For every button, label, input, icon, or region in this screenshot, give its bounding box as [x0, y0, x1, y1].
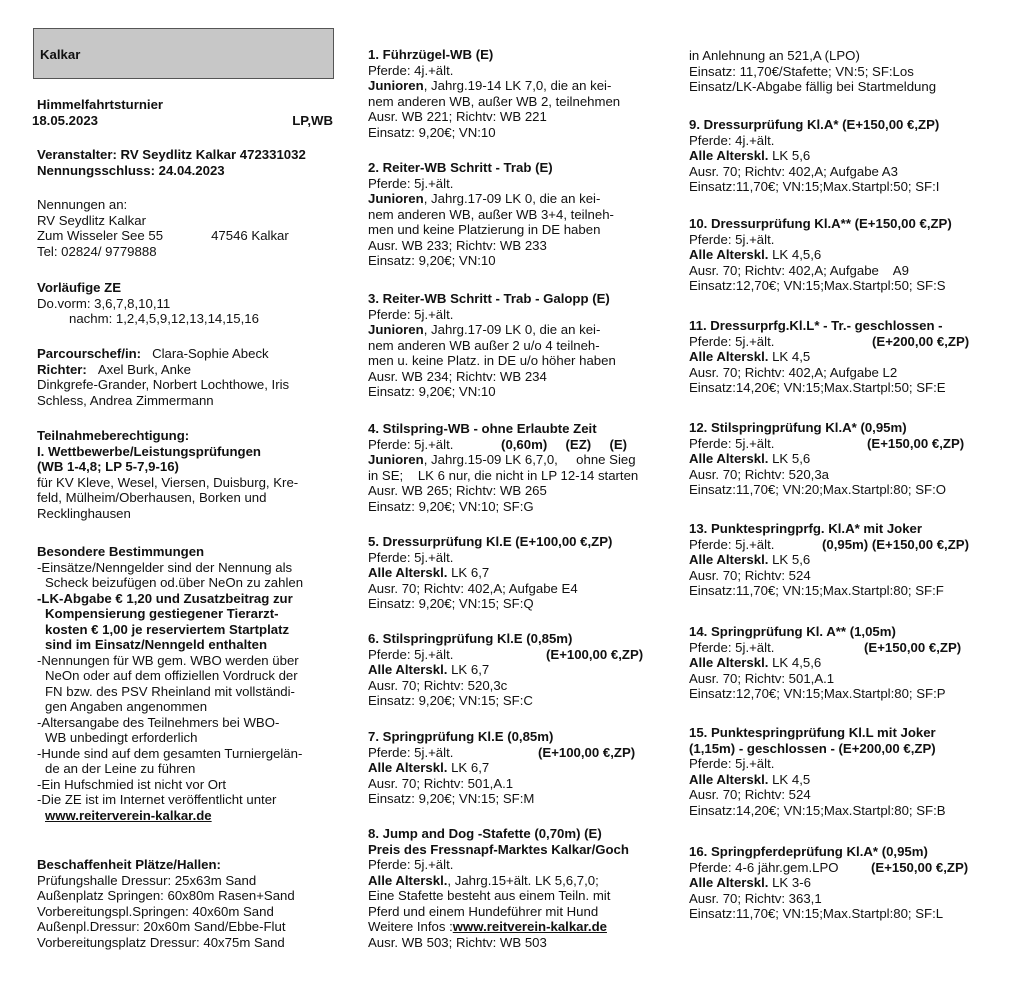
venue-line: Prüfungshalle Dressur: 25x63m Sand: [37, 872, 257, 888]
competition-rider-more: Pferd und einem Hundeführer mit Hund: [368, 903, 599, 919]
event-date: 18.05.2023: [32, 112, 99, 128]
eligibility-sub2: (WB 1-4,8; LP 5-7,9-16): [37, 459, 179, 474]
competition-fee: Einsatz:11,70€; VN:20;Max.Startpl:80; SF:O: [689, 482, 947, 497]
competition-ausr: Ausr. 70; Richtv: 524: [689, 567, 811, 583]
venues-block: [37, 857, 337, 950]
special-bold-line: sind im Einsatz/Nenngeld enthalten: [45, 637, 268, 652]
competition-horses: Pferde: 4j.+ält.: [368, 62, 454, 78]
competition-rider-group: Alle Alterskl.: [689, 247, 769, 262]
competition-fee: Einsatz: 9,20€; VN:10; SF:G: [368, 498, 534, 514]
competition-rider-text: , Jahrg.17-09 LK 0, die an kei-: [423, 191, 601, 206]
special-line: FN bzw. des PSV Rheinland mit vollständi-: [45, 683, 295, 699]
special-line: -Hunde sind auf dem gesamten Turniergelän-: [37, 745, 303, 761]
competition-rider-text: LK 5,6: [768, 552, 811, 567]
competition-rider-group: Alle Alterskl.: [689, 552, 769, 567]
competition-11: [689, 318, 999, 396]
competition-horses: Pferde: 4-6 jähr.gem.LPO: [689, 859, 839, 875]
special-line: -Nennungen für WB gem. WBO werden über: [37, 652, 299, 668]
competition-rider-group: Junioren: [368, 322, 424, 337]
competition-12: [689, 420, 999, 498]
competition-horses-extra: (E+150,00 €,ZP): [867, 435, 965, 451]
competition-rider-text: LK 6,7: [447, 565, 490, 580]
entries-label: Nennungen an:: [37, 197, 128, 212]
special-line: NeOn oder auf dem offiziellen Vordruck der: [45, 668, 298, 683]
schedule-afternoon: nachm: 1,2,4,5,9,12,13,14,15,16: [69, 311, 259, 326]
competition-title: 3. Reiter-WB Schritt - Trab - Galopp (E): [368, 291, 610, 306]
schedule-block: [37, 280, 337, 327]
competition-cont: Einsatz: 11,70€/Stafette; VN:5; SF:Los: [689, 63, 914, 79]
competition-horses-extra: (E+150,00 €,ZP): [871, 859, 969, 875]
competition-fee: Einsatz: 9,20€; VN:10: [368, 384, 496, 399]
special-line: de an der Leine zu führen: [45, 761, 196, 776]
competition-title: 16. Springpferdeprüfung Kl.A* (0,95m): [689, 844, 928, 859]
organizer: Veranstalter: RV Seydlitz Kalkar 472331032: [37, 147, 306, 162]
competition-rider-group: Alle Alterskl.: [689, 771, 769, 787]
entries-address: Zum Wisseler See 55 47546 Kalkar: [37, 228, 289, 243]
competition-title: 9. Dressurprüfung Kl.A* (E+150,00 €,ZP): [689, 117, 940, 132]
organizer-block: [37, 147, 337, 178]
special-line: -Ein Hufschmied ist nicht vor Ort: [37, 776, 227, 792]
competition-rider-group: Alle Alterskl.: [689, 148, 769, 163]
competition-fee: Einsatz:14,20€; VN:15;Max.Startpl:50; SF:E: [689, 380, 946, 395]
competition-rider-more: nem anderen WB, außer WB 2, teilnehmen: [368, 93, 621, 109]
competition-fee: Einsatz: 9,20€; VN:10: [368, 124, 496, 140]
competition-rider-more: Eine Stafette besteht aus einem Teiln. mit: [368, 888, 611, 903]
competition-rider-text: LK 5,6: [768, 148, 811, 163]
competition-horses: Pferde: 5j.+ält.: [368, 306, 454, 322]
competition-info-link[interactable]: www.reitverein-kalkar.de: [452, 919, 607, 934]
competition-fee: Einsatz: 9,20€; VN:10: [368, 253, 496, 268]
competition-title: 4. Stilspring-WB - ohne Erlaubte Zeit: [368, 421, 597, 436]
competition-15: [689, 725, 999, 818]
competition-14: [689, 624, 999, 702]
competition-horses: Pferde: 5j.+ält.: [689, 333, 775, 349]
competition-rider-more: in SE; LK 6 nur, die nicht in LP 12-14 starten: [368, 467, 639, 483]
competition-horses-extra: (E+100,00 €,ZP): [546, 646, 644, 662]
venue-line: Außenplatz Springen: 60x80m Rasen+Sand: [37, 888, 295, 903]
header-box: [33, 28, 334, 79]
schedule-morning: Do.vorm: 3,6,7,8,10,11: [37, 295, 171, 311]
competition-rider-text: , Jahrg.15-09 LK 6,7,0, ohne Sieg: [423, 452, 636, 467]
competition-title: 13. Punktespringprfg. Kl.A* mit Joker: [689, 521, 923, 536]
competition-horses: Pferde: 4j.+ält.: [689, 132, 775, 148]
competition-horses: Pferde: 5j.+ält.: [368, 857, 454, 872]
venue-line: Außenpl.Dressur: 20x60m Sand/Ebbe-Flut: [37, 919, 286, 934]
competition-horses-extra: (E+200,00 €,ZP): [872, 333, 970, 349]
competition-rider-text: LK 4,5: [768, 771, 811, 787]
competition-horses: Pferde: 5j.+ält.: [368, 646, 454, 662]
special-line: -Einsätze/Nenngelder sind der Nennung als: [37, 559, 293, 575]
competition-10: [689, 216, 999, 294]
competition-rider-group: Alle Alterskl.: [368, 565, 448, 580]
event-block: [32, 97, 337, 128]
competition-2: [368, 160, 668, 269]
entries-tel: Tel: 02824/ 9779888: [37, 243, 157, 259]
competition-ausr: Ausr. WB 221; Richtv: WB 221: [368, 109, 547, 124]
competition-rider-text: LK 6,7: [447, 662, 490, 677]
competition-rider-text: LK 4,5,6: [768, 655, 822, 670]
competition-horses: Pferde: 5j.+ält.: [689, 435, 775, 451]
competition-rider-text: LK 6,7: [447, 760, 490, 775]
competition-ausr: Ausr. 70; Richtv: 402,A; Aufgabe L2: [689, 364, 898, 380]
website-link[interactable]: www.reiterverein-kalkar.de: [45, 807, 212, 823]
competition-3: [368, 291, 668, 400]
competition-ausr: Ausr. WB 234; Richtv: WB 234: [368, 368, 547, 384]
special-line: Scheck beizufügen od.über NeOn zu zahlen: [45, 575, 304, 590]
eligibility-l3: Recklinghausen: [37, 505, 131, 521]
competition-ausr: Ausr. 70; Richtv: 363,1: [689, 890, 822, 906]
competition-rider-text: , Jahrg.19-14 LK 7,0, die an kei-: [423, 78, 612, 93]
competition-ausr: Ausr. 70; Richtv: 402,A; Aufgabe E4: [368, 580, 578, 596]
competition-horses: Pferde: 5j.+ält.: [689, 639, 775, 655]
competition-rider-text: LK 5,6: [768, 451, 811, 466]
competition-fee: Einsatz:11,70€; VN:15;Max.Startpl:80; SF:F: [689, 583, 944, 598]
competition-fee: Einsatz:12,70€; VN:15;Max.Startpl:80; SF:P: [689, 686, 946, 701]
competition-title: 1. Führzügel-WB (E): [368, 47, 494, 62]
competition-ausr: Ausr. 70; Richtv: 520,3c: [368, 677, 508, 693]
competition-rider-group: Alle Alterskl.: [689, 655, 769, 670]
competition-ausr: Ausr. WB 265; Richtv: WB 265: [368, 483, 547, 498]
competition-rider-text: LK 4,5,6: [768, 247, 822, 262]
competition-cont: in Anlehnung an 521,A (LPO): [689, 48, 860, 63]
judges-2: Dinkgrefe-Grander, Norbert Lochthowe, Iris: [37, 377, 290, 392]
competition-rider-more: nem anderen WB außer 2 u/o 4 teilneh-: [368, 337, 600, 353]
competition-horses: Pferde: 5j.+ält.: [689, 536, 775, 552]
competition-horses-extra: (0,95m) (E+150,00 €,ZP): [822, 536, 969, 552]
competition-title: 5. Dressurprüfung Kl.E (E+100,00 €,ZP): [368, 534, 613, 549]
competition-ausr: Ausr. 70; Richtv: 501,A.1: [689, 670, 835, 686]
event-name: Himmelfahrtsturnier: [37, 97, 164, 112]
eligibility-title: Teilnahmeberechtigung:: [37, 428, 190, 443]
competition-rider-group: Junioren: [368, 78, 424, 93]
competition-horses: Pferde: 5j.+ält.: [368, 436, 454, 452]
competition-fee: Einsatz:11,70€; VN:15;Max.Startpl:80; SF:L: [689, 906, 944, 921]
competition-8: [368, 826, 668, 950]
special-line: -Die ZE ist im Internet veröffentlicht unter: [37, 792, 277, 807]
competition-rider-group: Alle Alterskl.: [689, 349, 769, 364]
competition-ausr: Ausr. 70; Richtv: 524: [689, 787, 811, 802]
competition-ausr: Ausr. 70; Richtv: 501,A.1: [368, 775, 514, 791]
competition-7: [368, 729, 668, 807]
entries-block: [37, 197, 337, 259]
competition-ausr: Ausr. WB 233; Richtv: WB 233: [368, 237, 547, 253]
competition-ausr: Ausr. 70; Richtv: 402,A; Aufgabe A3: [689, 163, 898, 179]
competition-rider-group: Alle Alterskl.: [368, 760, 448, 775]
competition-rider-group: Alle Alterskl.: [689, 451, 769, 466]
competition-title: 12. Stilspringprüfung Kl.A* (0,95m): [689, 420, 907, 435]
venue-line: Vorbereitungsplatz Dressur: 40x75m Sand: [37, 934, 285, 950]
competition-title: 14. Springprüfung Kl. A** (1,05m): [689, 624, 896, 639]
eligibility-sub1: I. Wettbewerbe/Leistungsprüfungen: [37, 443, 261, 459]
venue-line: Vorbereitungspl.Springen: 40x60m Sand: [37, 903, 274, 919]
special-title: Besondere Bestimmungen: [37, 544, 205, 559]
competition-horses-extra: (E+150,00 €,ZP): [864, 639, 962, 655]
special-bold-line: Kompensierung gestiegener Tierarzt-: [45, 606, 279, 621]
competition-title: 6. Stilspringprüfung Kl.E (0,85m): [368, 631, 573, 646]
competition-rider-group: Alle Alterskl.: [368, 872, 448, 888]
eligibility-l2: feld, Mülheim/Oberhausen, Borken und: [37, 490, 267, 505]
competition-rider-text: LK 4,5: [768, 349, 811, 364]
place-title: Kalkar: [40, 47, 81, 62]
competition-horses: Pferde: 5j.+ält.: [368, 549, 454, 565]
competition-title-2: Preis des Fressnapf-Marktes Kalkar/Goch: [368, 841, 629, 857]
competition-fee: Einsatz: 9,20€; VN:15; SF:M: [368, 791, 535, 806]
course-label: Parcourschef/in:: [37, 346, 142, 361]
competition-rider-more: men und keine Platzierung in DE haben: [368, 222, 601, 237]
competition-rider-text: LK 3-6: [768, 875, 811, 890]
event-type: LP,WB: [292, 112, 333, 128]
competition-title: 2. Reiter-WB Schritt - Trab (E): [368, 160, 553, 175]
competition-rider-group: Alle Alterskl.: [689, 875, 769, 890]
competition-fee: Einsatz: 9,20€; VN:15; SF:C: [368, 693, 533, 708]
judges-3: Schless, Andrea Zimmermann: [37, 392, 214, 408]
closing-date: Nennungsschluss: 24.04.2023: [37, 162, 225, 178]
competition-ausr: Ausr. WB 503; Richtv: WB 503: [368, 934, 547, 950]
competition-rider-text: , Jahrg.15+ält. LK 5,6,7,0;: [447, 872, 599, 888]
special-line: -Altersangabe des Teilnehmers bei WBO-: [37, 714, 280, 730]
course-name: Clara-Sophie Abeck: [152, 346, 269, 361]
eligibility-block: [37, 428, 337, 521]
competition-5: [368, 534, 668, 612]
competition-title: 8. Jump and Dog -Stafette (0,70m) (E): [368, 826, 602, 841]
competition-8-continued: [689, 48, 999, 95]
special-bold-line: -LK-Abgabe € 1,20 und Zusatzbeitrag zur: [37, 590, 293, 606]
special-bold-line: kosten € 1,00 je reserviertem Startplatz: [45, 621, 290, 637]
special-block: [37, 544, 337, 823]
competition-rider-more: men u. keine Platz. in DE u/o höher haben: [368, 353, 616, 368]
competition-fee: Einsatz:14,20€; VN:15;Max.Startpl:80; SF:B: [689, 802, 946, 818]
competition-title-2: (1,15m) - geschlossen - (E+200,00 €,ZP): [689, 740, 936, 756]
competition-13: [689, 521, 999, 599]
competition-rider-group: Alle Alterskl.: [368, 662, 448, 677]
venues-title: Beschaffenheit Plätze/Hallen:: [37, 857, 221, 872]
competition-ausr: Ausr. 70; Richtv: 520,3a: [689, 466, 830, 482]
competition-4: [368, 421, 668, 514]
special-line: WB unbedingt erforderlich: [45, 730, 198, 745]
competition-horses-extra: (E+100,00 €,ZP): [538, 744, 636, 760]
judges-label: Richter:: [37, 361, 87, 377]
competition-info-prefix: Weitere Infos :: [368, 919, 453, 934]
competition-horses: Pferde: 5j.+ält.: [689, 756, 775, 771]
competition-rider-more: nem anderen WB, außer WB 3+4, teilneh-: [368, 206, 614, 222]
competition-title: 7. Springprüfung Kl.E (0,85m): [368, 729, 554, 744]
competition-9: [689, 117, 999, 195]
competition-cont: Einsatz/LK-Abgabe fällig bei Startmeldung: [689, 79, 937, 94]
schedule-title: Vorläufige ZE: [37, 280, 122, 295]
competition-title: 10. Dressurprüfung Kl.A** (E+150,00 €,ZP): [689, 216, 952, 231]
competition-horses: Pferde: 5j.+ält.: [368, 175, 454, 191]
eligibility-l1: für KV Kleve, Wesel, Viersen, Duisburg, Kre-: [37, 474, 299, 490]
competition-16: [689, 844, 999, 922]
entries-name: RV Seydlitz Kalkar: [37, 212, 146, 228]
competition-ausr: Ausr. 70; Richtv: 402,A; Aufgabe A9: [689, 262, 909, 278]
competition-horses: Pferde: 5j.+ält.: [689, 231, 775, 247]
competition-fee: Einsatz:12,70€; VN:15;Max.Startpl:50; SF:S: [689, 278, 946, 293]
competition-rider-group: Junioren: [368, 191, 424, 206]
competition-horses-extra: (0,60m) (EZ) (E): [501, 436, 628, 452]
competition-1: [368, 47, 668, 140]
officials-block: [37, 346, 337, 408]
judges-1: Axel Burk, Anke: [97, 361, 191, 377]
competition-title: 15. Punktespringprüfung Kl.L mit Joker: [689, 725, 936, 740]
competition-rider-text: , Jahrg.17-09 LK 0, die an kei-: [423, 322, 601, 337]
competition-fee: Einsatz: 9,20€; VN:15; SF:Q: [368, 596, 534, 611]
competition-rider-group: Junioren: [368, 452, 424, 467]
competition-fee: Einsatz:11,70€; VN:15;Max.Startpl:50; SF:I: [689, 179, 940, 194]
competition-6: [368, 631, 668, 709]
special-line: gen Angaben angenommen: [45, 699, 208, 714]
competition-horses: Pferde: 5j.+ält.: [368, 744, 454, 760]
competition-title: 11. Dressurprfg.Kl.L* - Tr.- geschlossen -: [689, 318, 943, 333]
